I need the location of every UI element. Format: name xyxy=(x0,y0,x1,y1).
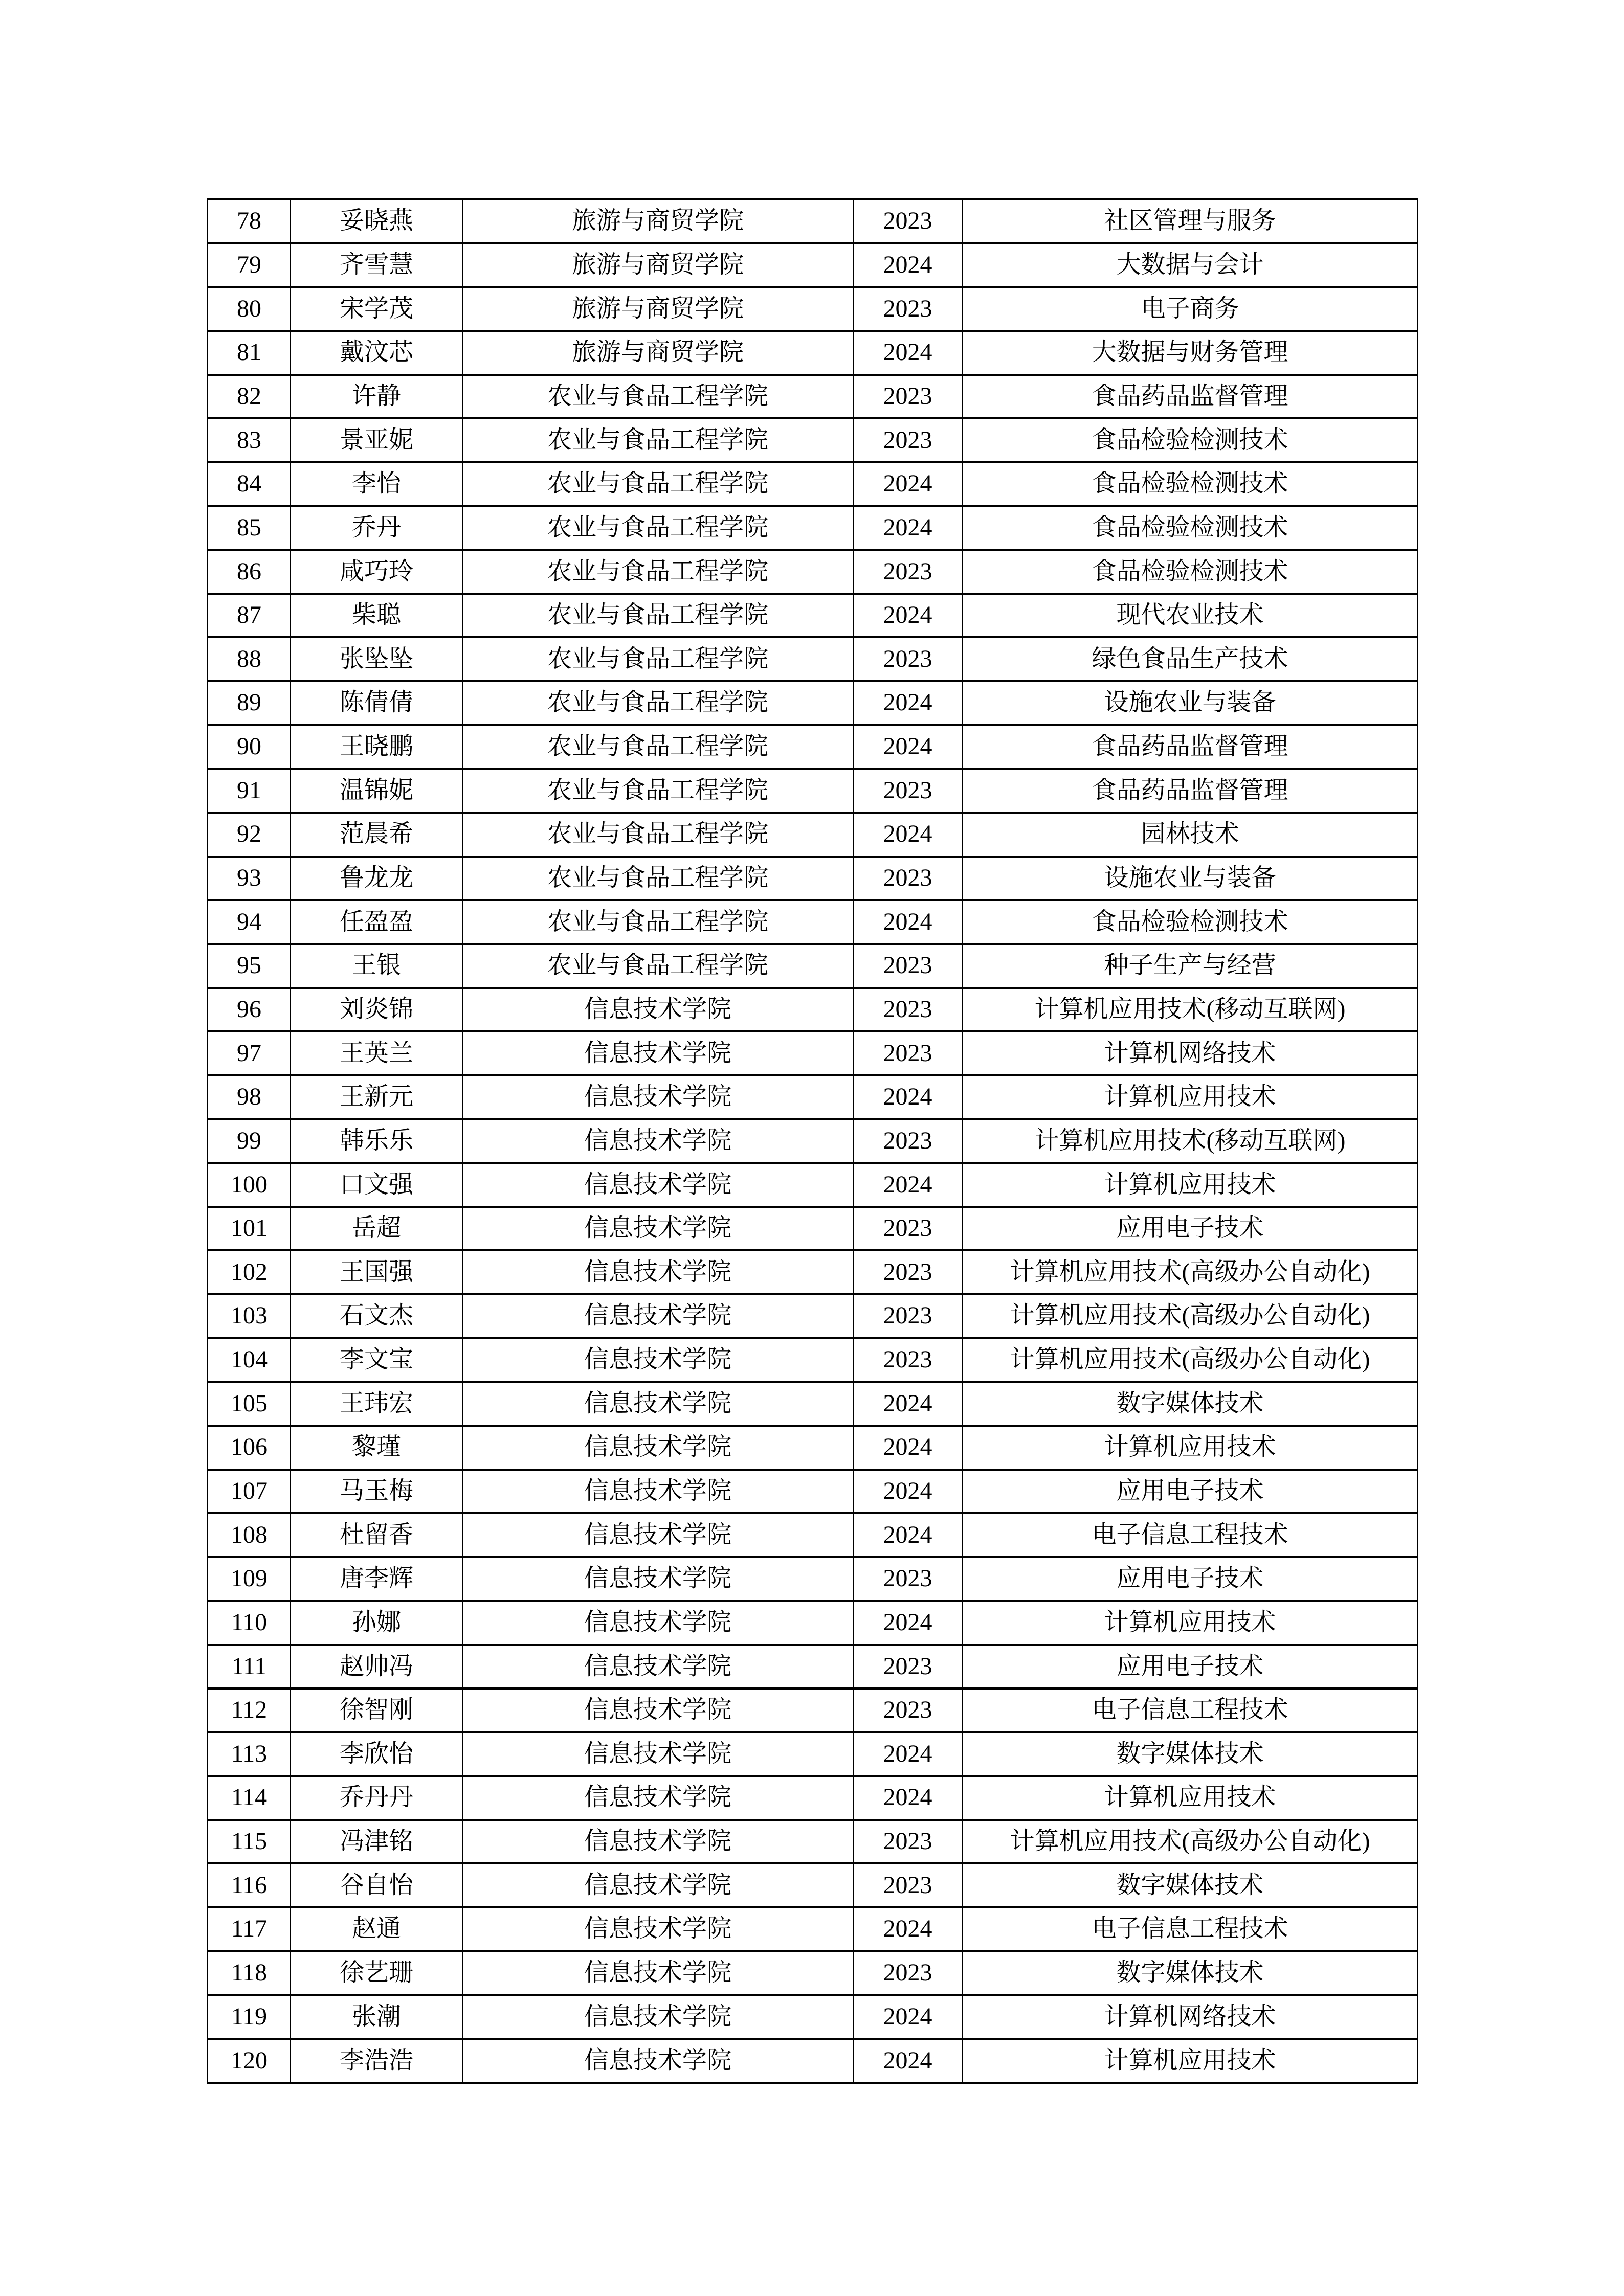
cell-row-number: 80 xyxy=(208,287,291,331)
cell-row-number: 89 xyxy=(208,681,291,725)
table-row xyxy=(208,331,1418,375)
cell-row-number: 111 xyxy=(208,1645,291,1689)
table-row xyxy=(208,1031,1418,1075)
student-roster-table xyxy=(207,198,1418,2084)
cell-college: 信息技术学院 xyxy=(462,1645,853,1689)
cell-college: 信息技术学院 xyxy=(462,1119,853,1163)
cell-major: 数字媒体技术 xyxy=(962,1382,1418,1426)
cell-student-name: 鲁龙龙 xyxy=(291,857,462,901)
table-row xyxy=(208,1951,1418,1995)
table-row xyxy=(208,1645,1418,1689)
cell-enrollment-year: 2023 xyxy=(853,857,962,901)
cell-enrollment-year: 2023 xyxy=(853,1207,962,1251)
cell-enrollment-year: 2023 xyxy=(853,1689,962,1732)
table-row xyxy=(208,900,1418,944)
table-row xyxy=(208,1163,1418,1207)
table-row xyxy=(208,988,1418,1032)
cell-student-name: 徐艺珊 xyxy=(291,1951,462,1995)
cell-major: 电子信息工程技术 xyxy=(962,1907,1418,1951)
cell-major: 种子生产与经营 xyxy=(962,944,1418,988)
cell-row-number: 98 xyxy=(208,1075,291,1119)
cell-student-name: 李怡 xyxy=(291,462,462,506)
cell-row-number: 101 xyxy=(208,1207,291,1251)
cell-enrollment-year: 2024 xyxy=(853,1470,962,1514)
cell-student-name: 徐智刚 xyxy=(291,1689,462,1732)
cell-major: 大数据与财务管理 xyxy=(962,331,1418,375)
cell-enrollment-year: 2023 xyxy=(853,418,962,462)
cell-enrollment-year: 2024 xyxy=(853,1163,962,1207)
cell-college: 信息技术学院 xyxy=(462,1907,853,1951)
cell-student-name: 宋学茂 xyxy=(291,287,462,331)
cell-major: 数字媒体技术 xyxy=(962,1732,1418,1776)
cell-enrollment-year: 2024 xyxy=(853,1601,962,1645)
table-row xyxy=(208,944,1418,988)
cell-student-name: 任盈盈 xyxy=(291,900,462,944)
table-row xyxy=(208,1820,1418,1864)
cell-enrollment-year: 2024 xyxy=(853,1732,962,1776)
student-roster-body xyxy=(208,199,1418,2083)
cell-row-number: 103 xyxy=(208,1294,291,1338)
cell-row-number: 118 xyxy=(208,1951,291,1995)
cell-enrollment-year: 2023 xyxy=(853,375,962,419)
table-row xyxy=(208,462,1418,506)
cell-enrollment-year: 2023 xyxy=(853,1557,962,1601)
cell-enrollment-year: 2023 xyxy=(853,988,962,1032)
cell-major: 电子信息工程技术 xyxy=(962,1513,1418,1557)
cell-student-name: 范晨希 xyxy=(291,813,462,857)
cell-row-number: 100 xyxy=(208,1163,291,1207)
cell-college: 旅游与商贸学院 xyxy=(462,243,853,287)
cell-student-name: 杜留香 xyxy=(291,1513,462,1557)
cell-major: 食品检验检测技术 xyxy=(962,550,1418,594)
cell-college: 农业与食品工程学院 xyxy=(462,813,853,857)
cell-college: 信息技术学院 xyxy=(462,1951,853,1995)
cell-student-name: 柴聪 xyxy=(291,594,462,638)
cell-enrollment-year: 2023 xyxy=(853,1338,962,1382)
cell-major: 计算机应用技术(移动互联网) xyxy=(962,1119,1418,1163)
cell-major: 计算机应用技术(高级办公自动化) xyxy=(962,1250,1418,1294)
cell-enrollment-year: 2023 xyxy=(853,287,962,331)
cell-major: 计算机应用技术(移动互联网) xyxy=(962,988,1418,1032)
cell-college: 信息技术学院 xyxy=(462,1338,853,1382)
cell-row-number: 83 xyxy=(208,418,291,462)
table-row xyxy=(208,1470,1418,1514)
cell-enrollment-year: 2023 xyxy=(853,637,962,681)
cell-student-name: 口文强 xyxy=(291,1163,462,1207)
cell-student-name: 景亚妮 xyxy=(291,418,462,462)
cell-student-name: 李欣怡 xyxy=(291,1732,462,1776)
cell-student-name: 乔丹丹 xyxy=(291,1776,462,1820)
cell-major: 计算机应用技术 xyxy=(962,1601,1418,1645)
cell-major: 食品检验检测技术 xyxy=(962,900,1418,944)
cell-row-number: 93 xyxy=(208,857,291,901)
cell-student-name: 王晓鹏 xyxy=(291,725,462,769)
table-row xyxy=(208,637,1418,681)
cell-college: 旅游与商贸学院 xyxy=(462,287,853,331)
cell-college: 信息技术学院 xyxy=(462,1207,853,1251)
cell-major: 设施农业与装备 xyxy=(962,681,1418,725)
cell-major: 计算机应用技术(高级办公自动化) xyxy=(962,1820,1418,1864)
table-row xyxy=(208,199,1418,243)
cell-college: 农业与食品工程学院 xyxy=(462,900,853,944)
cell-college: 信息技术学院 xyxy=(462,1689,853,1732)
cell-college: 信息技术学院 xyxy=(462,1601,853,1645)
cell-enrollment-year: 2024 xyxy=(853,1426,962,1470)
table-row xyxy=(208,1557,1418,1601)
cell-row-number: 86 xyxy=(208,550,291,594)
cell-college: 信息技术学院 xyxy=(462,1250,853,1294)
cell-row-number: 87 xyxy=(208,594,291,638)
cell-major: 绿色食品生产技术 xyxy=(962,637,1418,681)
cell-student-name: 乔丹 xyxy=(291,506,462,550)
cell-college: 农业与食品工程学院 xyxy=(462,550,853,594)
cell-row-number: 113 xyxy=(208,1732,291,1776)
table-row xyxy=(208,1863,1418,1907)
cell-enrollment-year: 2023 xyxy=(853,550,962,594)
cell-row-number: 108 xyxy=(208,1513,291,1557)
table-row xyxy=(208,287,1418,331)
cell-row-number: 116 xyxy=(208,1863,291,1907)
cell-enrollment-year: 2023 xyxy=(853,944,962,988)
table-row xyxy=(208,1294,1418,1338)
cell-enrollment-year: 2023 xyxy=(853,1250,962,1294)
cell-student-name: 王玮宏 xyxy=(291,1382,462,1426)
cell-student-name: 妥晓燕 xyxy=(291,199,462,243)
cell-student-name: 陈倩倩 xyxy=(291,681,462,725)
cell-row-number: 99 xyxy=(208,1119,291,1163)
cell-student-name: 刘炎锦 xyxy=(291,988,462,1032)
cell-major: 应用电子技术 xyxy=(962,1207,1418,1251)
cell-major: 数字媒体技术 xyxy=(962,1863,1418,1907)
table-row xyxy=(208,1250,1418,1294)
cell-student-name: 李浩浩 xyxy=(291,2039,462,2083)
cell-major: 应用电子技术 xyxy=(962,1470,1418,1514)
cell-enrollment-year: 2023 xyxy=(853,1645,962,1689)
cell-row-number: 96 xyxy=(208,988,291,1032)
table-row xyxy=(208,1601,1418,1645)
cell-major: 电子信息工程技术 xyxy=(962,1689,1418,1732)
cell-enrollment-year: 2023 xyxy=(853,1820,962,1864)
cell-student-name: 王银 xyxy=(291,944,462,988)
cell-row-number: 78 xyxy=(208,199,291,243)
cell-row-number: 120 xyxy=(208,2039,291,2083)
cell-college: 信息技术学院 xyxy=(462,1995,853,2039)
cell-row-number: 79 xyxy=(208,243,291,287)
cell-college: 信息技术学院 xyxy=(462,1075,853,1119)
cell-college: 信息技术学院 xyxy=(462,988,853,1032)
cell-college: 农业与食品工程学院 xyxy=(462,681,853,725)
table-row xyxy=(208,1426,1418,1470)
cell-college: 信息技术学院 xyxy=(462,1382,853,1426)
cell-enrollment-year: 2024 xyxy=(853,462,962,506)
cell-major: 食品检验检测技术 xyxy=(962,462,1418,506)
cell-major: 计算机应用技术 xyxy=(962,1163,1418,1207)
cell-college: 农业与食品工程学院 xyxy=(462,725,853,769)
table-row xyxy=(208,594,1418,638)
table-row xyxy=(208,2039,1418,2083)
cell-enrollment-year: 2024 xyxy=(853,681,962,725)
cell-enrollment-year: 2023 xyxy=(853,1119,962,1163)
table-row xyxy=(208,506,1418,550)
table-row xyxy=(208,1338,1418,1382)
cell-row-number: 105 xyxy=(208,1382,291,1426)
cell-major: 计算机应用技术 xyxy=(962,1426,1418,1470)
cell-student-name: 王国强 xyxy=(291,1250,462,1294)
cell-row-number: 112 xyxy=(208,1689,291,1732)
table-row xyxy=(208,1382,1418,1426)
table-row xyxy=(208,681,1418,725)
cell-enrollment-year: 2024 xyxy=(853,1382,962,1426)
cell-enrollment-year: 2024 xyxy=(853,900,962,944)
cell-enrollment-year: 2024 xyxy=(853,1513,962,1557)
cell-major: 食品检验检测技术 xyxy=(962,418,1418,462)
cell-row-number: 88 xyxy=(208,637,291,681)
cell-major: 设施农业与装备 xyxy=(962,857,1418,901)
cell-college: 农业与食品工程学院 xyxy=(462,506,853,550)
cell-student-name: 戴汶芯 xyxy=(291,331,462,375)
cell-row-number: 102 xyxy=(208,1250,291,1294)
cell-row-number: 114 xyxy=(208,1776,291,1820)
cell-row-number: 119 xyxy=(208,1995,291,2039)
table-row xyxy=(208,243,1418,287)
cell-student-name: 赵通 xyxy=(291,1907,462,1951)
cell-enrollment-year: 2024 xyxy=(853,243,962,287)
table-row xyxy=(208,550,1418,594)
cell-student-name: 王新元 xyxy=(291,1075,462,1119)
cell-major: 计算机网络技术 xyxy=(962,1995,1418,2039)
cell-enrollment-year: 2024 xyxy=(853,1075,962,1119)
cell-student-name: 咸巧玲 xyxy=(291,550,462,594)
cell-row-number: 91 xyxy=(208,769,291,813)
cell-enrollment-year: 2024 xyxy=(853,1907,962,1951)
cell-row-number: 81 xyxy=(208,331,291,375)
cell-college: 农业与食品工程学院 xyxy=(462,462,853,506)
cell-student-name: 张潮 xyxy=(291,1995,462,2039)
cell-enrollment-year: 2024 xyxy=(853,331,962,375)
cell-row-number: 95 xyxy=(208,944,291,988)
cell-enrollment-year: 2024 xyxy=(853,594,962,638)
cell-student-name: 孙娜 xyxy=(291,1601,462,1645)
cell-student-name: 黎瑾 xyxy=(291,1426,462,1470)
cell-row-number: 109 xyxy=(208,1557,291,1601)
cell-enrollment-year: 2023 xyxy=(853,769,962,813)
cell-college: 农业与食品工程学院 xyxy=(462,857,853,901)
cell-row-number: 107 xyxy=(208,1470,291,1514)
cell-college: 农业与食品工程学院 xyxy=(462,769,853,813)
cell-major: 现代农业技术 xyxy=(962,594,1418,638)
cell-major: 应用电子技术 xyxy=(962,1645,1418,1689)
table-row xyxy=(208,1689,1418,1732)
cell-college: 信息技术学院 xyxy=(462,1294,853,1338)
cell-college: 信息技术学院 xyxy=(462,1776,853,1820)
cell-row-number: 85 xyxy=(208,506,291,550)
cell-student-name: 马玉梅 xyxy=(291,1470,462,1514)
table-row xyxy=(208,1119,1418,1163)
cell-student-name: 韩乐乐 xyxy=(291,1119,462,1163)
table-row xyxy=(208,769,1418,813)
cell-college: 信息技术学院 xyxy=(462,1557,853,1601)
cell-student-name: 齐雪慧 xyxy=(291,243,462,287)
cell-major: 计算机网络技术 xyxy=(962,1031,1418,1075)
cell-college: 信息技术学院 xyxy=(462,1863,853,1907)
table-row xyxy=(208,1075,1418,1119)
cell-enrollment-year: 2023 xyxy=(853,1294,962,1338)
cell-major: 食品药品监督管理 xyxy=(962,769,1418,813)
cell-student-name: 温锦妮 xyxy=(291,769,462,813)
table-row xyxy=(208,813,1418,857)
cell-enrollment-year: 2023 xyxy=(853,199,962,243)
cell-student-name: 谷自怡 xyxy=(291,1863,462,1907)
table-row xyxy=(208,725,1418,769)
cell-student-name: 岳超 xyxy=(291,1207,462,1251)
cell-college: 信息技术学院 xyxy=(462,1732,853,1776)
cell-major: 应用电子技术 xyxy=(962,1557,1418,1601)
cell-enrollment-year: 2024 xyxy=(853,1776,962,1820)
table-row xyxy=(208,1776,1418,1820)
cell-student-name: 冯津铭 xyxy=(291,1820,462,1864)
cell-college: 信息技术学院 xyxy=(462,1163,853,1207)
cell-major: 计算机应用技术(高级办公自动化) xyxy=(962,1338,1418,1382)
table-row xyxy=(208,1907,1418,1951)
cell-college: 农业与食品工程学院 xyxy=(462,944,853,988)
table-row xyxy=(208,1513,1418,1557)
table-row xyxy=(208,1732,1418,1776)
cell-row-number: 94 xyxy=(208,900,291,944)
cell-enrollment-year: 2024 xyxy=(853,2039,962,2083)
cell-row-number: 110 xyxy=(208,1601,291,1645)
cell-enrollment-year: 2024 xyxy=(853,725,962,769)
cell-major: 食品药品监督管理 xyxy=(962,375,1418,419)
table-row xyxy=(208,857,1418,901)
cell-student-name: 许静 xyxy=(291,375,462,419)
cell-enrollment-year: 2023 xyxy=(853,1031,962,1075)
table-row xyxy=(208,1995,1418,2039)
cell-college: 旅游与商贸学院 xyxy=(462,199,853,243)
cell-row-number: 82 xyxy=(208,375,291,419)
cell-major: 数字媒体技术 xyxy=(962,1951,1418,1995)
table-row xyxy=(208,418,1418,462)
cell-major: 计算机应用技术 xyxy=(962,1776,1418,1820)
cell-student-name: 唐李辉 xyxy=(291,1557,462,1601)
cell-row-number: 90 xyxy=(208,725,291,769)
cell-major: 计算机应用技术 xyxy=(962,1075,1418,1119)
table-row xyxy=(208,1207,1418,1251)
table-row xyxy=(208,375,1418,419)
cell-student-name: 李文宝 xyxy=(291,1338,462,1382)
cell-student-name: 赵帅冯 xyxy=(291,1645,462,1689)
cell-student-name: 石文杰 xyxy=(291,1294,462,1338)
cell-major: 园林技术 xyxy=(962,813,1418,857)
cell-row-number: 97 xyxy=(208,1031,291,1075)
cell-college: 信息技术学院 xyxy=(462,1470,853,1514)
cell-major: 社区管理与服务 xyxy=(962,199,1418,243)
cell-row-number: 106 xyxy=(208,1426,291,1470)
cell-college: 信息技术学院 xyxy=(462,1513,853,1557)
cell-enrollment-year: 2024 xyxy=(853,506,962,550)
cell-student-name: 王英兰 xyxy=(291,1031,462,1075)
cell-major: 计算机应用技术(高级办公自动化) xyxy=(962,1294,1418,1338)
cell-major: 大数据与会计 xyxy=(962,243,1418,287)
cell-enrollment-year: 2023 xyxy=(853,1951,962,1995)
cell-college: 农业与食品工程学院 xyxy=(462,637,853,681)
cell-row-number: 115 xyxy=(208,1820,291,1864)
cell-college: 信息技术学院 xyxy=(462,1426,853,1470)
cell-enrollment-year: 2024 xyxy=(853,813,962,857)
cell-college: 信息技术学院 xyxy=(462,2039,853,2083)
cell-student-name: 张坠坠 xyxy=(291,637,462,681)
cell-college: 农业与食品工程学院 xyxy=(462,418,853,462)
cell-college: 农业与食品工程学院 xyxy=(462,375,853,419)
cell-row-number: 92 xyxy=(208,813,291,857)
cell-major: 食品药品监督管理 xyxy=(962,725,1418,769)
cell-major: 计算机应用技术 xyxy=(962,2039,1418,2083)
cell-college: 农业与食品工程学院 xyxy=(462,594,853,638)
cell-major: 食品检验检测技术 xyxy=(962,506,1418,550)
cell-row-number: 84 xyxy=(208,462,291,506)
cell-major: 电子商务 xyxy=(962,287,1418,331)
cell-row-number: 104 xyxy=(208,1338,291,1382)
cell-enrollment-year: 2024 xyxy=(853,1995,962,2039)
cell-college: 旅游与商贸学院 xyxy=(462,331,853,375)
cell-enrollment-year: 2023 xyxy=(853,1863,962,1907)
cell-college: 信息技术学院 xyxy=(462,1820,853,1864)
cell-college: 信息技术学院 xyxy=(462,1031,853,1075)
cell-row-number: 117 xyxy=(208,1907,291,1951)
